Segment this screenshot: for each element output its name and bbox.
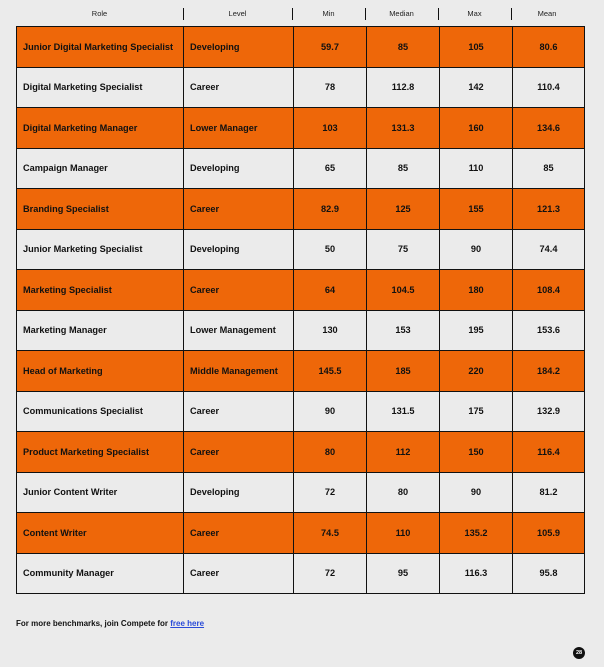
cell-role: Campaign Manager	[17, 148, 184, 189]
cell-min: 103	[294, 108, 367, 149]
cell-max: 90	[440, 472, 513, 513]
footer-text: For more benchmarks, join Compete for	[16, 619, 171, 628]
cell-max: 135.2	[440, 513, 513, 554]
free-here-link[interactable]: free here	[170, 619, 205, 628]
cell-max: 155	[440, 189, 513, 230]
cell-mean: 85	[513, 148, 585, 189]
cell-level: Career	[184, 391, 294, 432]
header-level: Level	[183, 7, 292, 21]
cell-mean: 153.6	[513, 310, 585, 351]
cell-role: Marketing Manager	[17, 310, 184, 351]
cell-min: 59.7	[294, 27, 367, 68]
cell-min: 130	[294, 310, 367, 351]
cell-median: 85	[367, 27, 440, 68]
table-row	[17, 553, 585, 594]
cell-max: 180	[440, 270, 513, 311]
cell-median: 85	[367, 148, 440, 189]
cell-min: 78	[294, 67, 367, 108]
cell-max: 90	[440, 229, 513, 270]
cell-mean: 121.3	[513, 189, 585, 230]
header-mean: Mean	[511, 7, 583, 21]
cell-mean: 184.2	[513, 351, 585, 392]
cell-role: Junior Content Writer	[17, 472, 184, 513]
cell-min: 72	[294, 472, 367, 513]
cell-role: Digital Marketing Manager	[17, 108, 184, 149]
table-row	[17, 27, 585, 68]
cell-level: Developing	[184, 27, 294, 68]
cell-max: 220	[440, 351, 513, 392]
cell-role: Junior Digital Marketing Specialist	[17, 27, 184, 68]
header-median: Median	[365, 7, 438, 21]
cell-level: Career	[184, 432, 294, 473]
cell-median: 112	[367, 432, 440, 473]
cell-max: 160	[440, 108, 513, 149]
cell-max: 175	[440, 391, 513, 432]
cell-median: 104.5	[367, 270, 440, 311]
header-max: Max	[438, 7, 511, 21]
cell-mean: 134.6	[513, 108, 585, 149]
cell-mean: 74.4	[513, 229, 585, 270]
table-row	[17, 432, 585, 473]
cell-min: 74.5	[294, 513, 367, 554]
cell-median: 75	[367, 229, 440, 270]
page-number-badge: 28	[573, 647, 585, 659]
table-header	[16, 7, 583, 21]
cell-mean: 110.4	[513, 67, 585, 108]
cell-median: 131.3	[367, 108, 440, 149]
cell-level: Developing	[184, 472, 294, 513]
cell-mean: 105.9	[513, 513, 585, 554]
cell-min: 50	[294, 229, 367, 270]
cell-mean: 108.4	[513, 270, 585, 311]
table-row	[17, 391, 585, 432]
cell-role: Content Writer	[17, 513, 184, 554]
salary-table	[16, 26, 585, 594]
header-min: Min	[292, 7, 365, 21]
cell-min: 80	[294, 432, 367, 473]
salary-table-body	[17, 27, 585, 594]
cell-mean: 116.4	[513, 432, 585, 473]
table-row	[17, 108, 585, 149]
table-row	[17, 67, 585, 108]
table-row	[17, 513, 585, 554]
cell-level: Middle Management	[184, 351, 294, 392]
cell-median: 131.5	[367, 391, 440, 432]
table-row	[17, 310, 585, 351]
cell-level: Lower Manager	[184, 108, 294, 149]
cell-max: 110	[440, 148, 513, 189]
cell-min: 65	[294, 148, 367, 189]
cell-role: Community Manager	[17, 553, 184, 594]
cell-role: Communications Specialist	[17, 391, 184, 432]
cell-level: Career	[184, 67, 294, 108]
cell-role: Marketing Specialist	[17, 270, 184, 311]
cell-min: 82.9	[294, 189, 367, 230]
cell-min: 145.5	[294, 351, 367, 392]
cell-level: Career	[184, 270, 294, 311]
cell-min: 72	[294, 553, 367, 594]
cell-role: Digital Marketing Specialist	[17, 67, 184, 108]
cell-level: Career	[184, 553, 294, 594]
cell-min: 64	[294, 270, 367, 311]
table-row	[17, 229, 585, 270]
cell-mean: 132.9	[513, 391, 585, 432]
table-row	[17, 189, 585, 230]
cell-level: Career	[184, 189, 294, 230]
cell-median: 80	[367, 472, 440, 513]
header-role: Role	[91, 9, 108, 18]
cell-max: 116.3	[440, 553, 513, 594]
table-row	[17, 270, 585, 311]
cell-mean: 81.2	[513, 472, 585, 513]
cell-median: 185	[367, 351, 440, 392]
cell-median: 125	[367, 189, 440, 230]
table-row	[17, 351, 585, 392]
cell-median: 110	[367, 513, 440, 554]
table-row	[17, 148, 585, 189]
cell-median: 95	[367, 553, 440, 594]
cell-median: 112.8	[367, 67, 440, 108]
cell-mean: 80.6	[513, 27, 585, 68]
footer-note	[16, 619, 204, 628]
cell-level: Developing	[184, 229, 294, 270]
cell-max: 195	[440, 310, 513, 351]
cell-level: Lower Management	[184, 310, 294, 351]
cell-min: 90	[294, 391, 367, 432]
cell-role: Product Marketing Specialist	[17, 432, 184, 473]
cell-role: Branding Specialist	[17, 189, 184, 230]
cell-max: 142	[440, 67, 513, 108]
cell-max: 105	[440, 27, 513, 68]
cell-level: Developing	[184, 148, 294, 189]
cell-median: 153	[367, 310, 440, 351]
cell-role: Junior Marketing Specialist	[17, 229, 184, 270]
cell-level: Career	[184, 513, 294, 554]
table-row	[17, 472, 585, 513]
cell-mean: 95.8	[513, 553, 585, 594]
cell-max: 150	[440, 432, 513, 473]
cell-role: Head of Marketing	[17, 351, 184, 392]
